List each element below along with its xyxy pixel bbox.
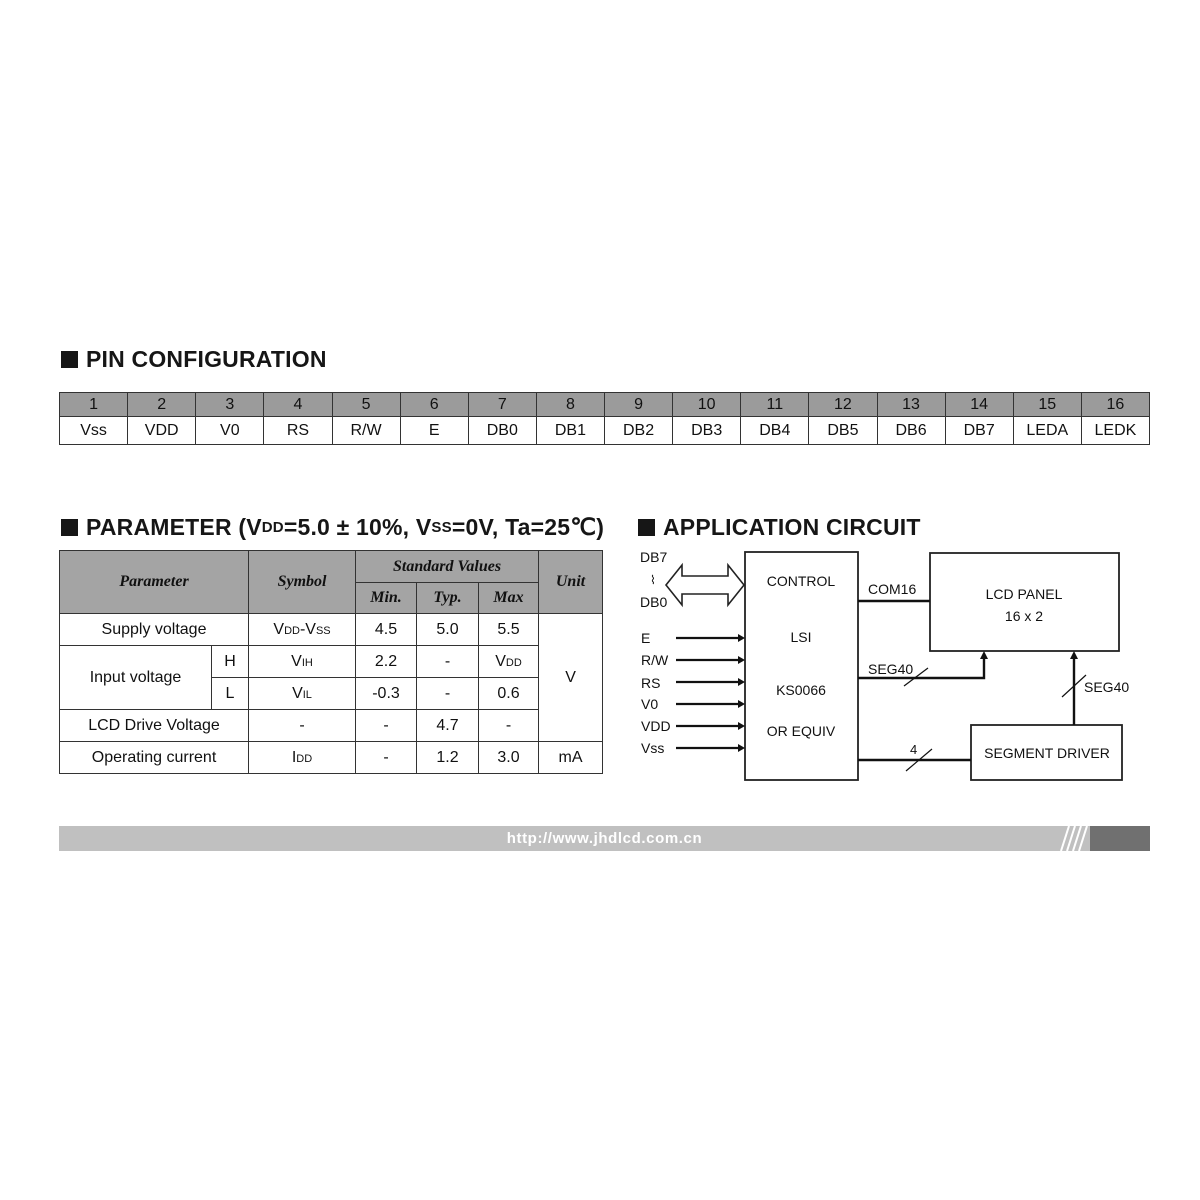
- pin-config-title: PIN CONFIGURATION: [61, 346, 327, 373]
- header-max: Max: [479, 583, 539, 614]
- pin-signal: DB3: [673, 417, 741, 445]
- controller-line: OR EQUIV: [766, 723, 836, 739]
- table-row: [60, 646, 603, 678]
- param-name: Operating current: [60, 742, 249, 774]
- pin-signal: DB7: [945, 417, 1013, 445]
- input-label: V0: [641, 696, 659, 712]
- arrowhead-icon: [738, 700, 745, 708]
- pin-signal: VDD: [128, 417, 196, 445]
- seg-label-2: SEG40: [1084, 679, 1130, 695]
- param-typ: 4.7: [417, 710, 479, 742]
- param-min: -: [356, 742, 417, 774]
- parameter-title: PARAMETER (V DD =5.0 ± 10%, V SS =0V, Ta=25℃): [61, 514, 604, 541]
- table-row: [60, 742, 603, 774]
- square-bullet-icon: [61, 519, 78, 536]
- segment-driver-label: SEGMENT DRIVER: [984, 745, 1110, 761]
- input-label: E: [641, 630, 651, 646]
- pin-signal: E: [400, 417, 468, 445]
- pin-number: 10: [673, 393, 741, 417]
- bidirectional-bus-arrow-icon: [666, 565, 744, 605]
- input-label: Vss: [641, 740, 665, 756]
- square-bullet-icon: [638, 519, 655, 536]
- param-typ: -: [417, 646, 479, 678]
- param-symbol: VIH: [249, 646, 356, 678]
- param-level: H: [212, 646, 249, 678]
- param-max: 3.0: [479, 742, 539, 774]
- param-typ: 1.2: [417, 742, 479, 774]
- footer-url[interactable]: http://www.jhdlcd.com.cn: [506, 830, 703, 847]
- param-min: -0.3: [356, 678, 417, 710]
- controller-line: CONTROL: [766, 573, 836, 589]
- pin-number: 16: [1081, 393, 1149, 417]
- pin-signal: LEDA: [1013, 417, 1081, 445]
- arrowhead-icon: [738, 634, 745, 642]
- param-max: VDD: [479, 646, 539, 678]
- pin-number: 15: [1013, 393, 1081, 417]
- input-lines: [641, 630, 745, 756]
- param-symbol: VDD-VSS: [249, 614, 356, 646]
- seg-label-1: SEG40: [868, 661, 914, 677]
- pin-number: 5: [332, 393, 400, 417]
- pin-signal-row: [60, 417, 1150, 445]
- input-label: RS: [641, 675, 661, 691]
- param-max: -: [479, 710, 539, 742]
- arrowhead-icon: [738, 722, 745, 730]
- arrowhead-icon: [738, 678, 745, 686]
- pin-number: 14: [945, 393, 1013, 417]
- param-name: Supply voltage: [60, 614, 249, 646]
- pin-signal: RS: [264, 417, 332, 445]
- lcd-panel-size: 16 x 2: [1004, 608, 1044, 624]
- param-name: Input voltage: [60, 646, 212, 710]
- pin-number: 12: [809, 393, 877, 417]
- param-min: -: [356, 710, 417, 742]
- pin-signal: DB0: [468, 417, 536, 445]
- header-typ: Typ.: [417, 583, 479, 614]
- param-max: 5.5: [479, 614, 539, 646]
- pin-number: 3: [196, 393, 264, 417]
- pin-number: 2: [128, 393, 196, 417]
- lcd-panel-box: [930, 553, 1119, 651]
- pin-number: 6: [400, 393, 468, 417]
- table-row: [60, 614, 603, 646]
- param-min: 2.2: [356, 646, 417, 678]
- header-unit: Unit: [539, 551, 603, 614]
- pin-signal: DB2: [605, 417, 673, 445]
- input-label: R/W: [641, 652, 669, 668]
- arrowhead-icon: [1070, 651, 1078, 659]
- param-unit-current: mA: [539, 742, 603, 774]
- param-level: L: [212, 678, 249, 710]
- param-symbol: VIL: [249, 678, 356, 710]
- param-typ: -: [417, 678, 479, 710]
- application-circuit-diagram: [636, 545, 1136, 790]
- table-row: [60, 710, 603, 742]
- pin-signal: DB4: [741, 417, 809, 445]
- pin-number-row: [60, 393, 1150, 417]
- pin-number: 9: [605, 393, 673, 417]
- pin-signal: R/W: [332, 417, 400, 445]
- pin-number: 13: [877, 393, 945, 417]
- footer-accent-block: [1090, 826, 1150, 851]
- bus-bottom-label: DB0: [640, 594, 668, 610]
- pin-signal: DB6: [877, 417, 945, 445]
- header-min: Min.: [356, 583, 417, 614]
- param-symbol: IDD: [249, 742, 356, 774]
- pin-number: 1: [60, 393, 128, 417]
- pin-number: 4: [264, 393, 332, 417]
- com-label: COM16: [868, 581, 917, 597]
- header-standard-values: Standard Values: [356, 551, 539, 583]
- controller-line: LSI: [790, 629, 812, 645]
- param-unit-volt: V: [539, 614, 603, 742]
- header-parameter: Parameter: [60, 551, 249, 614]
- header-symbol: Symbol: [249, 551, 356, 614]
- arrowhead-icon: [738, 656, 745, 664]
- param-max: 0.6: [479, 678, 539, 710]
- param-symbol: -: [249, 710, 356, 742]
- controller-line: KS0066: [776, 682, 826, 698]
- bus-top-label: DB7: [640, 549, 668, 565]
- bus-width-label: 4: [910, 742, 918, 757]
- square-bullet-icon: [61, 351, 78, 368]
- bus-range-mark: ⌇: [650, 573, 656, 587]
- decorative-stripes-icon: [1055, 826, 1095, 851]
- pin-number: 8: [536, 393, 604, 417]
- arrowhead-icon: [738, 744, 745, 752]
- lcd-panel-label: LCD PANEL: [985, 586, 1063, 602]
- pin-number: 7: [468, 393, 536, 417]
- input-label: VDD: [641, 718, 671, 734]
- param-min: 4.5: [356, 614, 417, 646]
- pin-table: [59, 392, 1150, 445]
- pin-number: 11: [741, 393, 809, 417]
- param-typ: 5.0: [417, 614, 479, 646]
- pin-signal: DB1: [536, 417, 604, 445]
- pin-signal: Vss: [60, 417, 128, 445]
- parameter-table: [59, 550, 603, 774]
- pin-signal: V0: [196, 417, 264, 445]
- pin-signal: LEDK: [1081, 417, 1149, 445]
- application-circuit-title: APPLICATION CIRCUIT: [638, 514, 921, 541]
- arrowhead-icon: [980, 651, 988, 659]
- param-name: LCD Drive Voltage: [60, 710, 249, 742]
- footer-bar: [59, 826, 1150, 851]
- pin-signal: DB5: [809, 417, 877, 445]
